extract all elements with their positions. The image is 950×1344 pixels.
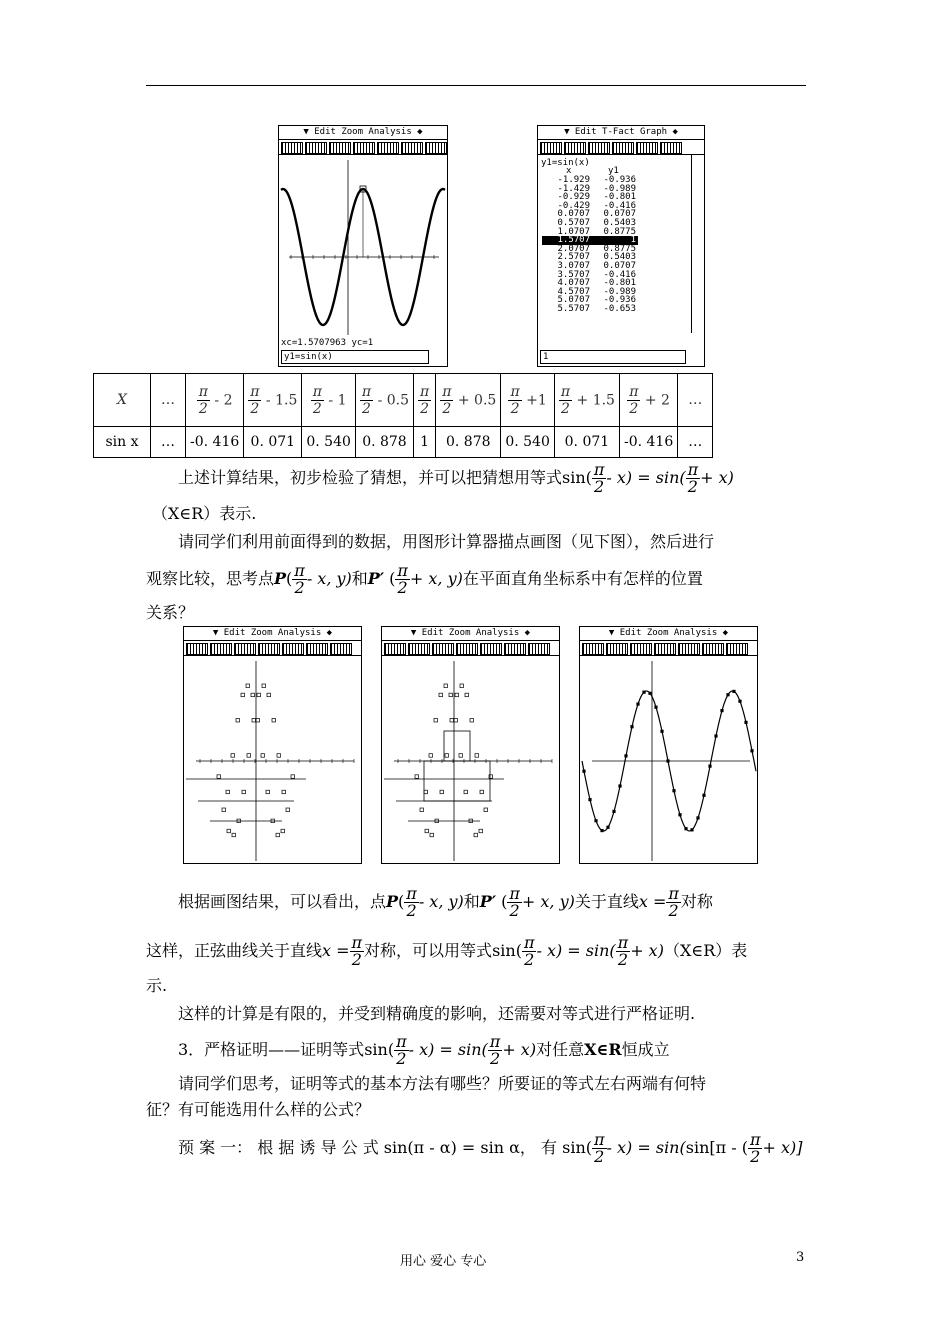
- data-point: [636, 702, 639, 705]
- point-p: [286, 808, 290, 812]
- sine-curve-with-points: [580, 656, 757, 863]
- data-point: [738, 700, 741, 703]
- data-point: [660, 730, 663, 733]
- calc-x-cell: 1.0707: [557, 226, 590, 237]
- point-p: [424, 790, 428, 794]
- para-plot-3: 关系？: [146, 603, 195, 622]
- data-point: [612, 810, 615, 813]
- calculator-scatter-2: [381, 626, 560, 864]
- point-p-prime: [445, 754, 449, 758]
- sin-value-cell: -0. 416: [619, 427, 677, 458]
- point-p-prime: [425, 829, 429, 833]
- point-p-prime: [455, 693, 459, 697]
- point-p: [439, 693, 443, 697]
- calc-x-cell: -0.429: [557, 200, 590, 211]
- section-proof: 3．严格证明——证明等式sin( $\frac{\pi}{2}$ - x) = sin( $\frac{\pi}{2}$ + x)对任意X∈R恒成立: [178, 1032, 670, 1068]
- data-point: [690, 828, 693, 831]
- data-point: [696, 816, 699, 819]
- x-header-cell: $\frac{\pi}{2}$ + 2: [619, 374, 677, 427]
- calc-x-cell: 5.0707: [557, 295, 590, 306]
- calculator-toolbar[interactable]: [279, 140, 447, 155]
- data-point: [720, 709, 723, 712]
- data-point: [594, 819, 597, 822]
- calc-x-cell: -0.929: [557, 192, 590, 203]
- para-plot: 请同学们利用前面得到的数据，用图形计算器描点画图（见下图），然后进行: [178, 532, 715, 551]
- para-plan-one: 预 案 一： 根 据 诱 导 公 式 sin(π - α) = sin α， 有 sin( $\frac{\pi}{2}$ - x) = sin(sin[π - ( $\frac{\pi}{2}$ + x)]: [178, 1130, 803, 1166]
- para-plot-2: 观察比较，思考点P( $\frac{\pi}{2}$ - x, y)和P′ ( $\frac{\pi}{2}$ + x, y)在平面直角坐标系中有怎样的位置: [146, 561, 703, 597]
- calc-y-cell: -0.416: [603, 269, 636, 280]
- calc-x-cell: 2.5707: [557, 252, 590, 263]
- calc-x-cell: 0.0707: [557, 209, 590, 220]
- point-p: [449, 693, 453, 697]
- data-point: [744, 721, 747, 724]
- point-p: [231, 754, 235, 758]
- para-result: 根据画图结果，可以看出，点P( $\frac{\pi}{2}$ - x, y)和P′ ( $\frac{\pi}{2}$ + x, y)关于直线x = $\frac{\pi}{2}$ 对称: [178, 884, 713, 920]
- calculator-menubar[interactable]: ▼ Edit Zoom Analysis ◆: [184, 627, 361, 641]
- table-col-y: y1: [608, 166, 619, 176]
- calculator-menubar[interactable]: ▼ Edit Zoom Analysis ◆: [382, 627, 559, 641]
- point-p-prime: [480, 790, 484, 794]
- calc-y-cell: 0.8775: [603, 243, 636, 254]
- ellipsis-cell: …: [678, 374, 713, 427]
- table-function: y1=sin(x): [541, 158, 590, 168]
- point-p: [226, 790, 230, 794]
- point-p-prime: [420, 808, 424, 812]
- calc-y-cell: 1: [630, 235, 636, 246]
- table-col-x: x: [566, 166, 572, 176]
- calc-x-cell: 3.5707: [557, 269, 590, 280]
- para-limited: 这样的计算是有限的，并受到精确度的影响，还需要对等式进行严格证明.: [178, 1004, 696, 1023]
- sin-value-cell: 0. 071: [554, 427, 619, 458]
- x-header-cell: $\frac{\pi}{2}$ - 1: [302, 374, 356, 427]
- scatter-plot-2: [382, 656, 559, 863]
- scatter-plot-1: [184, 656, 361, 863]
- calculator-scatter-1: [183, 626, 362, 864]
- data-point: [714, 734, 717, 737]
- row-label-x: X: [94, 374, 151, 427]
- page-number: 3: [796, 1250, 805, 1265]
- calc-y-cell: 0.5403: [603, 217, 636, 228]
- data-point: [666, 759, 669, 762]
- x-header-cell: $\frac{\pi}{2}$ - 1.5: [244, 374, 302, 427]
- para-result-2: 这样，正弦曲线关于直线x = $\frac{\pi}{2}$ 对称，可以用等式sin( $\frac{\pi}{2}$ - x) = sin( $\frac{\pi}{2}$ + x)（X∈R）表: [146, 933, 748, 969]
- row-label-sinx: sin x: [94, 427, 151, 458]
- point-p: [479, 829, 483, 833]
- point-p-prime: [247, 754, 251, 758]
- header-rule: [146, 85, 806, 86]
- data-point: [732, 690, 735, 693]
- data-point: [618, 784, 621, 787]
- calculator-toolbar[interactable]: [184, 641, 361, 656]
- x-header-cell: $\frac{\pi}{2}$ - 0.5: [355, 374, 413, 427]
- point-p: [489, 775, 493, 779]
- data-point: [678, 813, 681, 816]
- calculator-table-screen: [537, 125, 705, 367]
- calc-y-cell: 0.0707: [603, 260, 636, 271]
- calc-y-cell: -0.416: [603, 200, 636, 211]
- point-p-prime: [232, 833, 236, 837]
- calculator-curve-fit: [579, 626, 758, 864]
- para-think: 请同学们思考，证明等式的基本方法有哪些？所要证的等式左右两端有何特: [178, 1074, 707, 1093]
- calc-x-cell: -1.929: [557, 175, 590, 185]
- sine-graph: [279, 155, 447, 335]
- point-p: [444, 684, 448, 688]
- calculator-graph-screen: [278, 125, 448, 367]
- point-p: [251, 693, 255, 697]
- calc-x-cell: 0.5707: [557, 217, 590, 228]
- sine-values-table: [93, 373, 713, 458]
- point-p-prime: [465, 693, 469, 697]
- point-p-prime: [470, 718, 474, 722]
- function-entry[interactable]: y1=sin(x): [281, 350, 429, 364]
- data-point: [750, 749, 753, 752]
- point-p-prime: [257, 693, 261, 697]
- point-p-prime: [460, 684, 464, 688]
- data-point: [648, 692, 651, 695]
- point-p-prime: [430, 833, 434, 837]
- point-p: [276, 833, 280, 837]
- data-point: [600, 829, 603, 832]
- calc-table-row[interactable]: [542, 228, 638, 237]
- data-point: [642, 691, 645, 694]
- x-header-cell: $\frac{\pi}{2}$ + 1.5: [554, 374, 619, 427]
- data-point: [582, 770, 585, 773]
- point-p-prime: [440, 790, 444, 794]
- point-p: [256, 718, 260, 722]
- point-p: [281, 829, 285, 833]
- calculator-menubar[interactable]: ▼ Edit T-Fact Graph ◆: [538, 126, 704, 140]
- calc-x-cell: 4.5707: [557, 286, 590, 297]
- sin-value-cell: 0. 071: [244, 427, 302, 458]
- point-p-prime: [222, 808, 226, 812]
- para-think-2: 征？有可能选用什么样的公式？: [146, 1100, 371, 1119]
- value-table: [542, 176, 638, 314]
- point-p-prime: [252, 718, 256, 722]
- calc-y-cell: -0.989: [603, 183, 636, 194]
- calc-x-cell: -1.429: [557, 183, 590, 194]
- sin-value-cell: -0. 416: [186, 427, 244, 458]
- sin-value-cell: 0. 540: [501, 427, 555, 458]
- data-point: [684, 827, 687, 830]
- ellipsis-cell: …: [678, 427, 713, 458]
- calc-x-cell: 4.0707: [557, 278, 590, 289]
- connector-box: [424, 761, 490, 801]
- calc-table-row[interactable]: [542, 305, 638, 314]
- calc-x-cell: 3.0707: [557, 260, 590, 271]
- sin-value-cell: 0. 878: [355, 427, 413, 458]
- calc-y-cell: 0.0707: [603, 209, 636, 220]
- calc-y-cell: -0.801: [603, 278, 636, 289]
- calc-x-cell: 1.5707: [557, 235, 590, 246]
- point-p: [434, 718, 438, 722]
- calc-y-cell: 0.5403: [603, 252, 636, 263]
- data-point: [654, 706, 657, 709]
- point-p: [261, 754, 265, 758]
- point-p: [241, 693, 245, 697]
- sin-value-cell: 0. 878: [436, 427, 501, 458]
- calc-y-cell: 0.8775: [603, 226, 636, 237]
- point-p-prime: [272, 718, 276, 722]
- x-header-cell: $\frac{\pi}{2}$: [414, 374, 436, 427]
- point-p: [474, 833, 478, 837]
- para-verify: 上述计算结果，初步检验了猜想，并可以把猜想用等式sin( $\frac{\pi}{2}$ - x) = sin( $\frac{\pi}{2}$ + x): [178, 460, 734, 496]
- calculator-menubar[interactable]: ▼ Edit Zoom Analysis ◆: [580, 627, 757, 641]
- point-p-prime: [227, 829, 231, 833]
- connector-box: [444, 731, 470, 761]
- ellipsis-cell: …: [151, 427, 186, 458]
- point-p: [429, 754, 433, 758]
- point-p-prime: [267, 693, 271, 697]
- calc-y-cell: -0.653: [603, 303, 636, 314]
- calc-y-cell: -0.989: [603, 286, 636, 297]
- data-point: [624, 754, 627, 757]
- calculator-toolbar[interactable]: [580, 641, 757, 656]
- calc-x-cell: 2.0707: [557, 243, 590, 254]
- data-point: [672, 789, 675, 792]
- point-p-prime: [450, 718, 454, 722]
- point-p: [464, 790, 468, 794]
- calc-y-cell: -0.801: [603, 192, 636, 203]
- point-p: [266, 790, 270, 794]
- sin-value-cell: 0. 540: [302, 427, 356, 458]
- para-verify-domain: （X∈R）表示.: [152, 504, 257, 523]
- x-header-cell: $\frac{\pi}{2}$ - 2: [186, 374, 244, 427]
- ellipsis-cell: …: [151, 374, 186, 427]
- footer-motto: 用心 爱心 专心: [400, 1254, 487, 1269]
- data-point: [702, 794, 705, 797]
- point-p-prime: [277, 754, 281, 758]
- data-point: [588, 798, 591, 801]
- calc-y-cell: -0.936: [603, 295, 636, 306]
- calculator-menubar[interactable]: ▼ Edit Zoom Analysis ◆: [279, 126, 447, 140]
- point-p-prime: [262, 684, 266, 688]
- point-p-prime: [217, 775, 221, 779]
- data-point: [606, 826, 609, 829]
- sin-value-cell: 1: [414, 427, 436, 458]
- table-entry[interactable]: 1: [540, 350, 686, 364]
- point-p: [454, 718, 458, 722]
- point-p: [246, 684, 250, 688]
- point-p-prime: [475, 754, 479, 758]
- calc-x-cell: 5.5707: [557, 303, 590, 314]
- para-result-3: 示.: [146, 976, 168, 995]
- point-p: [459, 754, 463, 758]
- point-p-prime: [242, 790, 246, 794]
- x-header-cell: $\frac{\pi}{2}$ +1: [501, 374, 555, 427]
- point-p: [291, 775, 295, 779]
- point-p: [236, 718, 240, 722]
- calculator-toolbar[interactable]: [538, 140, 704, 155]
- point-p-prime: [282, 790, 286, 794]
- data-point: [630, 725, 633, 728]
- trace-readout: xc=1.5707963 yc=1: [281, 338, 374, 348]
- point-p-prime: [415, 775, 419, 779]
- data-point: [708, 765, 711, 768]
- x-header-cell: $\frac{\pi}{2}$ + 0.5: [436, 374, 501, 427]
- calc-y-cell: -0.936: [603, 175, 636, 185]
- calculator-toolbar[interactable]: [382, 641, 559, 656]
- point-p: [484, 808, 488, 812]
- data-point: [726, 693, 729, 696]
- table-scrollbar[interactable]: [691, 155, 701, 333]
